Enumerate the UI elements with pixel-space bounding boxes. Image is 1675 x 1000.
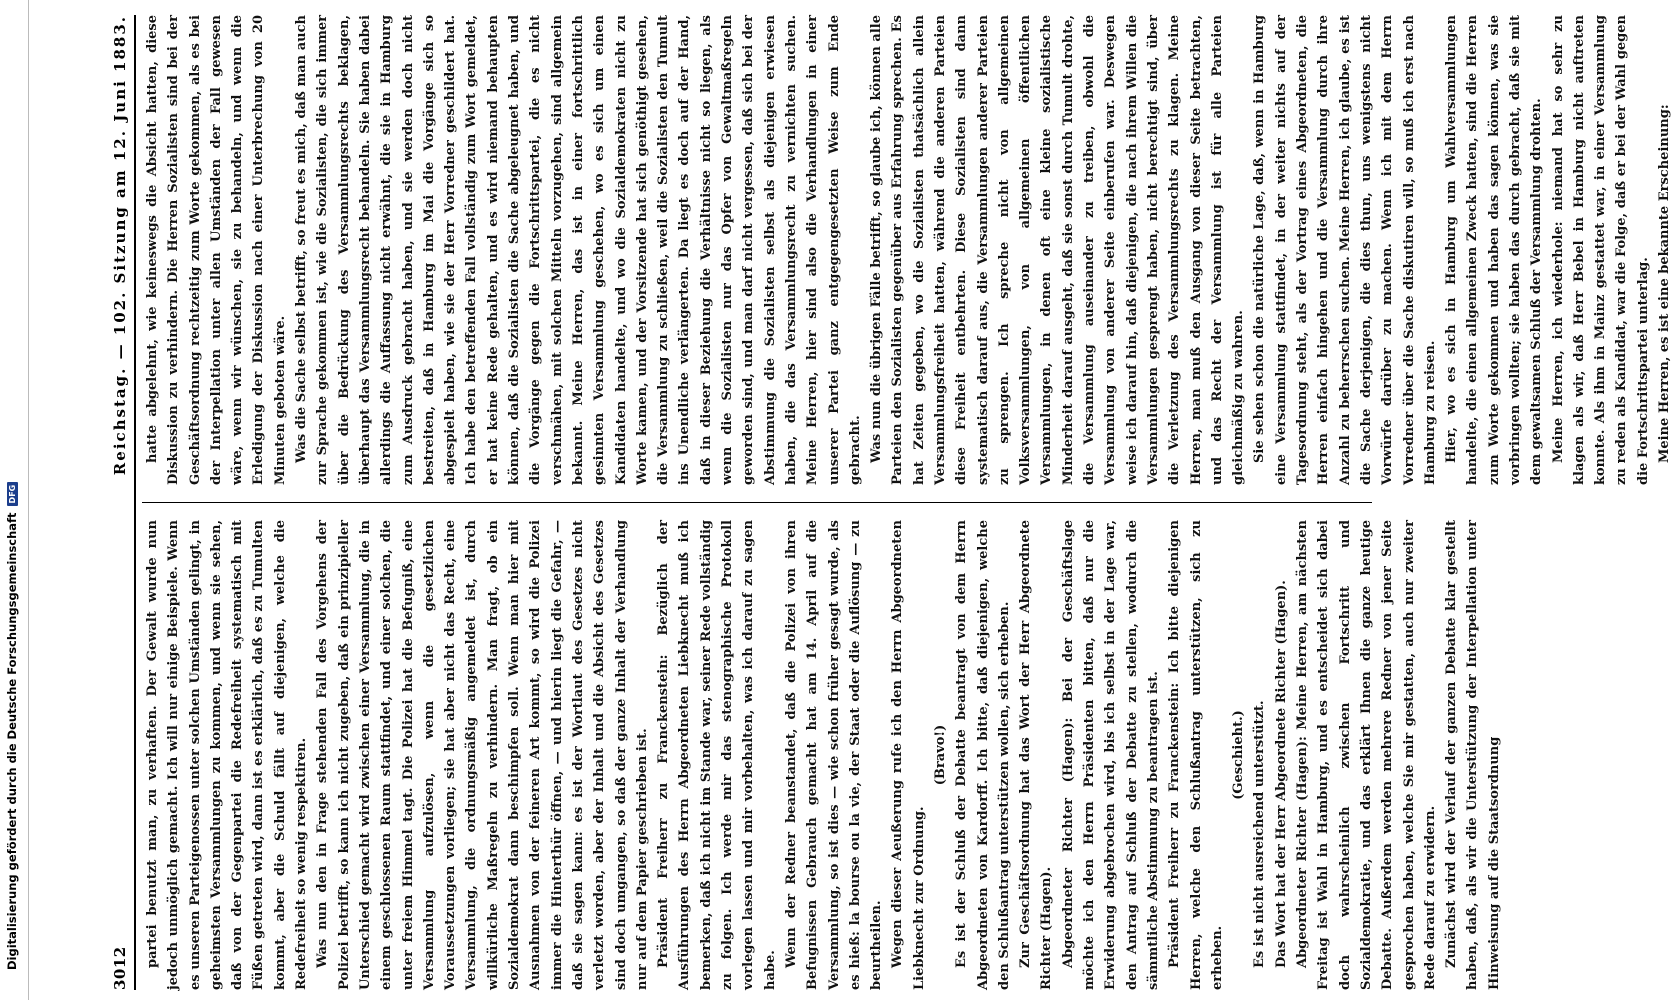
text-column-left [142, 520, 1502, 990]
page-title: Reichstag. — 102. Sitzung am 12. Juni 1883. [111, 15, 129, 476]
digitization-credit [0, 0, 24, 1000]
paragraph: Präsident Freiherr zu Franckenstein: Bezüglich der Ausführungen des Herrn Abgeordneten Liebknecht muß ich bemerken, daß ich nicht im Stande war, seiner Rede vollständig zu folgen. Ich werde mir das stenographische Protokoll vorlegen lassen und mir vorbehalten, was ich darauf zu sagen habe. [656, 520, 778, 990]
dfg-logo: DFG [7, 482, 18, 507]
header-rule [134, 15, 136, 990]
paragraph: partei benutzt man, zu verhaften. Der Gewalt wurde nun jedoch unmöglich gemacht. Ich will nur einige Beispiele. Wenn es unseren Parteigenossen unter solchen Umständen gelingt, in geheimsten Versammlungen zu kommen, und wenn sie sehen, daß von der Gegenpartei die Redefreiheit systematisch mit Füßen getreten wird, dann ist es erklärlich, daß es zu Tumulten kommt, aber die Schuld fällt auf diejenigen, welche die Redefreiheit so wenig respektiren. [145, 520, 310, 990]
page-number: 3012 [111, 946, 129, 990]
paragraph: Meine Herren, es ist eine bekannte Erscheinung: [1657, 104, 1673, 463]
paragraph: Es ist der Schluß der Debatte beantragt von dem Herrn Abgeordneten von Kardorff. Ich bitte, daß diejenigen, welche den Schlußantrag unterstützen wollen, sich erheben. [954, 520, 1012, 990]
paragraph: Was die Sache selbst betrifft, so freut es mich, daß man auch zur Sprache gekommen ist, wie die Sozialisten, die sich immer über die Bedrückung des Versammlungsrechts beklagen, überhaupt das Versammlungsrecht behandeln. Sie haben dabei allerdings die Auffassung nicht erwähnt, die sie in Hamburg zum Ausdruck gebracht haben, und sie werden doch nicht bestreiten, daß in Hamburg im Mai die Vorgänge sich so abgespielt haben, wie sie der Herr Vorredner geschildert hat. Ich habe den betreffenden Fall vollständig zum Wort gemeldet, er hat keine Rede gehalten, und es wird niemand behaupten können, daß die Sozialisten die Sache abgeleugnet haben, und die Vorgänge gegen die Fortschrittspartei, die es nicht verschmähen, mit solchen Mitteln vorzugehen, sind allgemein bekannt. Meine Herren, das ist in einer fortschrittlich gesinnten Versammlung geschehen, wo es sich um einen Kandidaten handelte, und wo die Sozialdemokraten nicht zu Worte kamen, und der Vorsitzende hat sich genöthigt gesehen, die Versammlung zu schließen, weil die Sozialisten den Tumult ins Unendliche verlängerten. Da liegt es doch auf der Hand, daß in dieser Beziehung die Verhältnisse nicht so liegen, als wenn die Sozialisten nur das Opfer von Gewaltmaßregeln geworden sind, und man darf nicht vergessen, daß sich bei der Abstimmung die Sozialisten selbst als diejenigen erwiesen haben, die das Versammlungsrecht zu vernichten suchen. Meine Herren, hier sind also die Verhandlungen in einer unserer Partei ganz entgegengesetzten Weise zum Ende gebracht. [294, 15, 863, 485]
paragraph: Zur Geschäftsordnung hat das Wort der Herr Abgeordnete Richter (Hagen). [1018, 520, 1055, 990]
paragraph: Meine Herren, ich wiederhole: niemand hat so sehr zu klagen als wir, daß Herr Bebel in Hamburg nicht auftreten konnte. Als ihm in Mainz gestattet war, in einer Versammlung zu reden als Kandidat, war die Folge, daß er bei der Wahl gegen die Fortschrittspartei unterlag. [1550, 15, 1651, 485]
paragraph: (Bravo!) [932, 724, 948, 786]
text-column-right [142, 15, 1673, 485]
paragraph: Was nun den in Frage stehenden Fall des Vorgehens der Polizei betrifft, so kann ich nicht zugeben, daß ein prinzipieller Unterschied gemacht wird zwischen einer Versammlung, die in einem geschlossenen Raum stattfindet, und einer solchen, die unter freiem Himmel tagt. Die Polizei hat die Befugniß, eine Versammlung aufzulösen, wenn die gesetzlichen Voraussetzungen vorliegen; sie hat aber nicht das Recht, eine Versammlung, die ordnungsmäßig angemeldet ist, durch willkürliche Maßregeln zu verhindern. Man fragt, ob ein Sozialdemokrat dann beschimpfen soll. Wenn man hier mit Ausnahmen von der feineren Art kommt, so wird die Polizei immer die Hinterthür öffnen, — und hierin liegt die Gefahr, — daß sie sagen kann: es ist der Wortlaut des Gesetzes nicht verletzt worden, aber der Inhalt und die Absicht des Gesetzes sind doch umgangen, so daß der ganze Inhalt der Verhandlung nur auf dem Papier geschrieben ist. [315, 520, 650, 990]
paragraph: Wegen dieser Aeußerung rufe ich den Herrn Abgeordneten Liebknecht zur Ordnung. [890, 520, 927, 990]
paragraph: Wenn der Redner beanstandet, daß die Polizei von ihren Befugnissen Gebrauch gemacht hat am 14. April auf die Versammlung, so ist dies — wie schon früher gesagt wurde, als es hieß: la bourse ou la vie, der Staat oder die Auflösung — zu beurtheilen. [783, 520, 885, 990]
paragraph: Das Wort hat der Herr Abgeordnete Richter (Hagen). [1273, 580, 1289, 968]
paragraph: (Geschieht.) [1231, 710, 1247, 800]
column-divider [142, 502, 1372, 503]
paragraph: Präsident Freiherr zu Franckenstein: Ich bitte diejenigen Herren, welche den Schlußantrag unterstützen, sich zu erheben. [1167, 520, 1225, 990]
credit-text: Digitalisierung gefördert durch die Deutsche Forschungsgemeinschaft [5, 512, 19, 970]
paragraph: hatte abgelehnt, wie keineswegs die Absicht hatten, diese Diskussion zu verhindern. Die Herren Sozialisten sind bei der Geschäftsordnung rechtzeitig zum Worte gekommen, als es bei der Interpellation unter allen Umständen der Fall gewesen wäre, wenn wir wünschen, sie zu behandeln, und wenn die Erledigung der Diskussion nach einer Unterbrechung von 20 Minuten geboten wäre. [145, 15, 288, 485]
paragraph: Sie sehen schon die natürliche Lage, daß, wenn in Hamburg eine Versammlung stattfindet, in der weiter nichts auf der Tagesordnung steht, als der Vortrag eines Abgeordneten, die Herren einfach hingehen und die Versammlung durch ihre Anzahl zu beherrschen suchen. Meine Herren, ich glaube, es ist die Sache derjenigen, die dies thun, uns wenigstens nicht Vorwürfe darüber zu machen. Wenn ich mit dem Herrn Vorredner über die Sache diskutiren will, so muß ich erst nach Hamburg zu reisen. [1252, 15, 1438, 485]
running-head [108, 15, 132, 990]
paragraph: Was nun die übrigen Fälle betrifft, so glaube ich, können alle Parteien den Sozialisten gegenüber aus Erfahrung sprechen. Es hat Zeiten gegeben, wo die Sozialisten thatsächlich allein Versammlungsfreiheit hatten, während die anderen Parteien diese Freiheit entbehrten. Diese Sozialisten sind dann systematisch darauf aus, die Versammlungen anderer Parteien zu sprengen. Ich spreche nicht von allgemeinen Volksversammlungen, von allgemeinen öffentlichen Versammlungen, in denen oft eine kleine sozialistische Minderheit darauf ausgeht, daß sie sonst durch Tumult drohte, die Versammlung auseinander zu treiben, obwohl die Versammlung von anderer Seite einberufen war. Deswegen weise ich darauf hin, daß diejenigen, die nach ihrem Willen die Versammlungen gesprengt haben, nicht berechtigt sind, über die Verletzung des Versammlungsrechts zu klagen. Meine Herren, man muß den Ausgang von dieser Seite betrachten, und das Recht der Versammlung ist für alle Parteien gleichmäßig zu wahren. [869, 15, 1247, 485]
paragraph: Zunächst wird der Verlauf der ganzen Debatte klar gestellt haben, daß, als wir die Unterstützung der Interpellation unter Hinweisung auf die Staatsordnung [1444, 520, 1502, 990]
document-page [108, 0, 1673, 1000]
paragraph: Abgeordneter Richter (Hagen): Meine Herren, am nächsten Freitag ist Wahl in Hamburg, und es entscheidet sich dabei doch wahrscheinlich zwischen Fortschritt und Sozialdemokratie, und das erklärt Ihnen die ganze heutige Debatte. Außerdem werden mehrere Redner von jener Seite gesprochen haben, welche Sie mir gestatten, auch nur zweiter Rede darauf zu erwidern. [1295, 520, 1438, 990]
paragraph: Abgeordneter Richter (Hagen): Bei der Geschäftslage möchte ich den Herrn Präsidenten bitten, daß nur die Erwiderung abgebrochen wird, bis ich selbst in der Lage war, den Antrag auf Schluß der Debatte zu stellen, wodurch die sämmtliche Abstimmung zu beantragen ist. [1060, 520, 1161, 990]
paragraph: Hier, wo es sich in Hamburg um Wahlversammlungen handelte, die einen allgemeinen Zweck hatten, sind die Herren zum Worte gekommen und haben das sagen können, was sie vorbringen wollten; sie haben das durch gebracht, daß sie mit dem gewaltsamen Schluß der Versammlung drohten. [1444, 15, 1545, 485]
paragraph: Es ist nicht ausreichend unterstützt. [1252, 700, 1268, 968]
margin-rule [28, 0, 29, 1000]
